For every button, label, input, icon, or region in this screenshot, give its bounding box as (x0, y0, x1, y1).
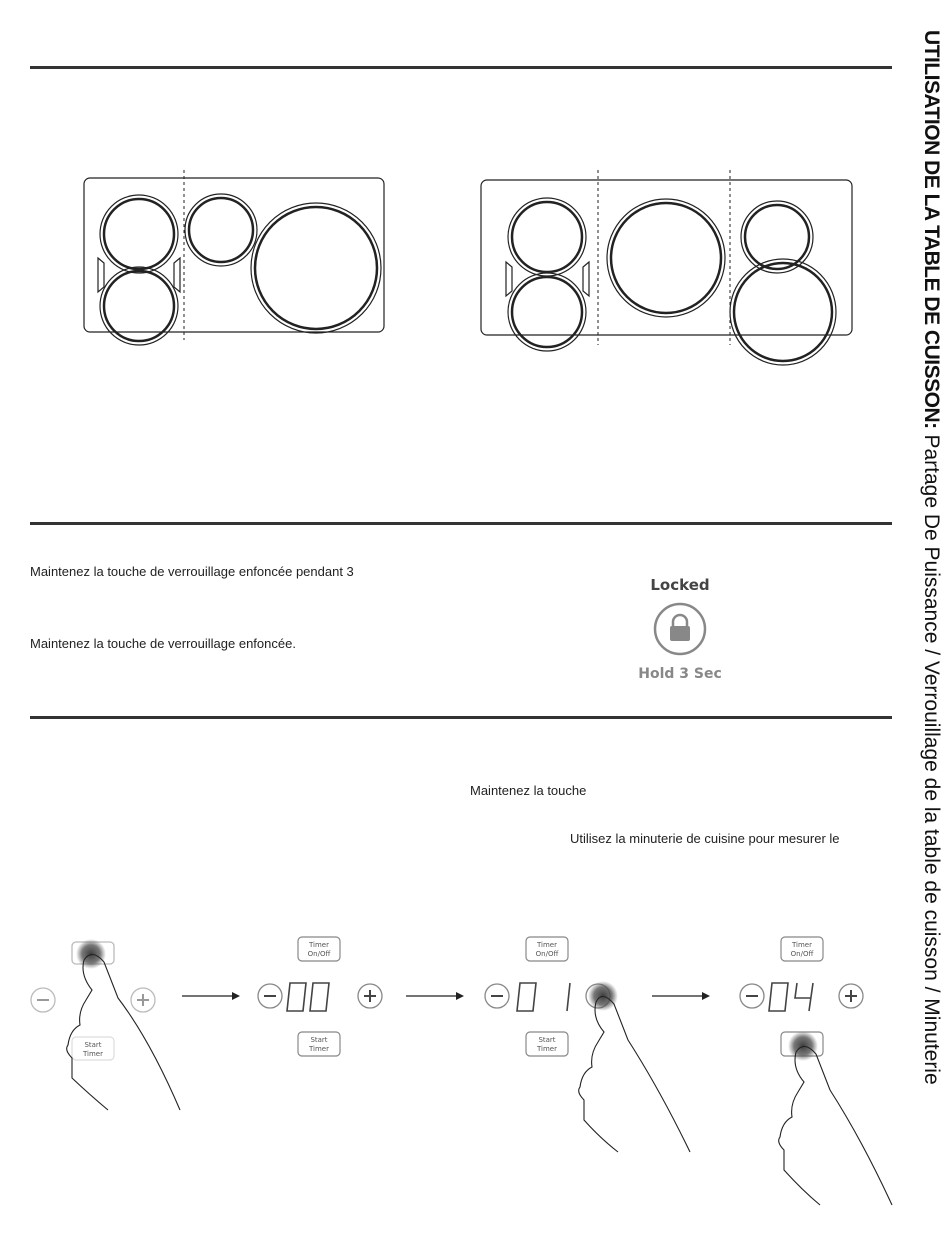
timer-label-2: Timer (308, 941, 330, 949)
timer-instruction-1: Maintenez la touche (470, 783, 587, 798)
timer-sub-label-3: Timer (536, 1045, 558, 1053)
start-label-1: Start (84, 1041, 102, 1049)
onoff-label-2: On/Off (307, 950, 331, 958)
timer-label-4: Timer (791, 941, 813, 949)
timer-label-3: Timer (536, 941, 558, 949)
side-title-bold: UTILISATION DE LA TABLE DE CUISSON: (920, 30, 943, 429)
timer-step-4 (740, 937, 892, 1205)
digit-display (517, 983, 570, 1011)
timer-instruction-2: Utilisez la minuterie de cuisine pour mesurer le (570, 831, 840, 846)
lock-instruction-1: Maintenez la touche de verrouillage enfoncée pendant 3 (30, 564, 354, 579)
timer-step-3 (485, 937, 690, 1152)
digit-display (287, 983, 329, 1011)
onoff-label-3: On/Off (535, 950, 559, 958)
lock-instruction-2: Maintenez la touche de verrouillage enfoncée. (30, 636, 296, 651)
finger-touch (788, 1031, 818, 1061)
hold-label: Hold 3 Sec (638, 666, 722, 682)
onoff-label-4: On/Off (790, 950, 814, 958)
side-title-normal: Partage De Puissance / Verrouillage de la table de cuisson / Minuterie (920, 428, 943, 1085)
digit-display (769, 983, 813, 1011)
start-label-3: Start (538, 1036, 556, 1044)
finger-touch (76, 939, 106, 969)
start-label-2: Start (310, 1036, 328, 1044)
timer-label-1: Timer (82, 1050, 104, 1058)
locked-label: Locked (650, 576, 710, 594)
timer-step-1 (31, 939, 180, 1110)
timer-sub-label-2: Timer (308, 1045, 330, 1053)
timer-step-2 (258, 937, 382, 1056)
